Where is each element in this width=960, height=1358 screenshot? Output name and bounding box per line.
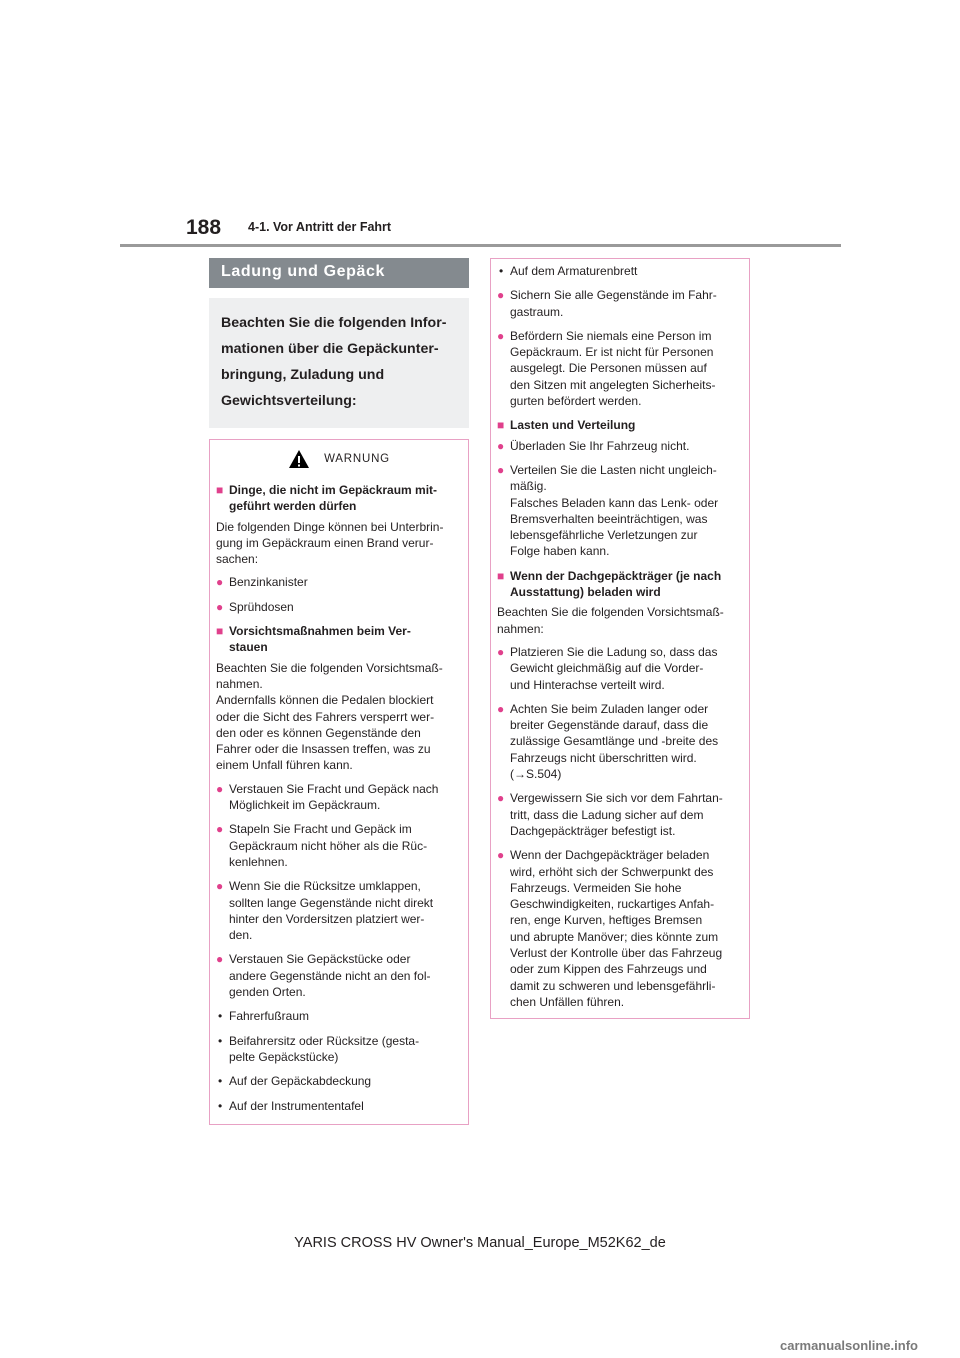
intro-box (209, 298, 469, 428)
warning-label: WARNUNG (324, 452, 390, 465)
subsection-heading: ■ Vorsichtsmaßnahmen beim Ver- stauen (216, 624, 411, 655)
subsection-heading: ■ Dinge, die nicht im Gepäckraum mit- geführt werden dürfen (216, 483, 438, 514)
bullet-icon: ● (497, 288, 505, 303)
header-divider (120, 244, 841, 247)
page-footer: YARIS CROSS HV Owner's Manual_Europe_M52K62_de (294, 1235, 666, 1251)
bullet-icon: ● (497, 701, 505, 716)
sub-list-item: • Fahrerfußraum (218, 1009, 310, 1024)
section-title: 4-1. Vor Antritt der Fahrt (248, 220, 392, 234)
bullet-icon: ● (497, 328, 505, 343)
page-number: 188 (186, 216, 222, 239)
warning-box (209, 439, 469, 1125)
list-item: ● Stapeln Sie Fracht und Gepäck im Gepäckraum nicht höher als die Rüc- kenlehnen. (216, 822, 428, 869)
page-header (0, 0, 960, 250)
bullet-icon: ● (497, 644, 505, 659)
list-item: ● Benzinkanister (216, 575, 308, 590)
list-item: ● Verteilen Sie die Lasten nicht ungleich- mäßig. Falsches Beladen kann das Lenk- oder Bremsverhalten beeinträchtigen, was lebensgefährliche Verletzungen zur Folge haben kann. (497, 462, 719, 559)
section-heading: Ladung und Gepäck (209, 258, 469, 288)
paragraph: Die folgenden Dinge können bei Unterbrin- gung im Gepäckraum einen Brand verur- sachen: (216, 519, 444, 567)
square-bullet-icon: ■ (497, 568, 505, 583)
warning-triangle-icon (288, 449, 310, 469)
bullet-icon: ● (216, 822, 224, 837)
watermark: carmanualsonline.info (780, 1338, 918, 1353)
square-bullet-icon: ■ (216, 483, 224, 497)
bullet-icon: ● (216, 781, 224, 796)
sub-list-item: • Beifahrersitz oder Rücksitze (gesta- pelte Gepäckstücke) (218, 1033, 420, 1064)
list-item: ● Überladen Sie Ihr Fahrzeug nicht. (497, 438, 690, 453)
warning-box-continued (490, 258, 750, 1019)
sub-list-item: • Auf der Gepäckabdeckung (218, 1074, 372, 1089)
paragraph: Beachten Sie die folgenden Vorsichtsmaß- nahmen. Andernfalls können die Pedalen blockiert oder die Sicht des Fahrers versperrt wer- den oder es können Gegenstände den Fahrer oder die Insassen treffen, was zu einem Unfall führen kann. (216, 660, 443, 773)
paragraph: Beachten Sie die folgenden Vorsichtsmaß- nahmen: (497, 605, 724, 636)
list-item: ● Wenn Sie die Rücksitze umklappen, sollten lange Gegenstände nicht direkt hinter den Vordersitzen platziert wer- den. (216, 879, 434, 943)
sub-list-item: • Auf dem Armaturenbrett (499, 264, 638, 278)
intro-text: Beachten Sie die folgenden Infor- mationen über die Gepäckunter- bringung, Zuladung und Gewichtsverteilung: (221, 315, 447, 409)
subsection-heading: ■ Wenn der Dachgepäckträger (je nach Ausstattung) beladen wird (497, 568, 722, 600)
square-bullet-icon: ■ (216, 624, 224, 639)
subsection-heading: ■ Lasten und Verteilung (497, 418, 636, 433)
bullet-icon: ● (216, 952, 224, 967)
list-item: ● Vergewissern Sie sich vor dem Fahrtan- tritt, dass die Ladung sicher auf dem Dachgepäckträger befestigt ist. (497, 791, 723, 838)
sub-list-item: • Auf der Instrumententafel (218, 1098, 364, 1113)
bullet-icon: ● (497, 791, 505, 806)
list-item: ● Platzieren Sie die Ladung so, dass das Gewicht gleichmäßig auf die Vorder- und Hinterachse verteilt wird. (497, 644, 718, 692)
list-item: ● Befördern Sie niemals eine Person im Gepäckraum. Er ist nicht für Personen ausgelegt. Die Personen müssen auf den Sitzen mit angelegten Sicherheits- gurten befördert werden. (497, 328, 716, 409)
square-bullet-icon: ■ (497, 418, 505, 433)
bullet-icon: ● (216, 599, 224, 614)
list-item: ● Sichern Sie alle Gegenstände im Fahr- gastraum. (497, 288, 717, 319)
list-item: ● Sprühdosen (216, 599, 294, 614)
bullet-icon: ● (497, 462, 505, 477)
list-item: ● Wenn der Dachgepäckträger beladen wird, erhöht sich der Schwerpunkt des Fahrzeugs. Vermeiden Sie hohe Geschwindigkeiten, ruckartiges Anfah- ren, enge Kurven, heftiges Bremsen und abrupte Manöver; dies könnte zum Verlust der Kontrolle über das Fahrzeug oder zum Kippen des Fahrzeugs und damit zu schweren und lebensgefährli- chen Unfällen führen. (497, 848, 723, 1009)
list-item: ● Achten Sie beim Zuladen langer oder breiter Gegenstände darauf, dass die zulässige Gesamtlänge und -breite des Fahrzeugs nicht überschritten wird. (→S.504) (497, 701, 719, 782)
left-column (209, 258, 469, 1125)
list-item: ● Verstauen Sie Gepäckstücke oder andere Gegenstände nicht an den fol- genden Orten. (216, 952, 431, 1000)
list-item: ● Verstauen Sie Fracht und Gepäck nach Möglichkeit im Gepäckraum. (216, 781, 439, 813)
bullet-icon: ● (497, 438, 505, 453)
bullet-icon: ● (497, 848, 505, 863)
bullet-icon: ● (216, 575, 224, 590)
bullet-icon: ● (216, 879, 224, 894)
warning-header (216, 448, 462, 470)
